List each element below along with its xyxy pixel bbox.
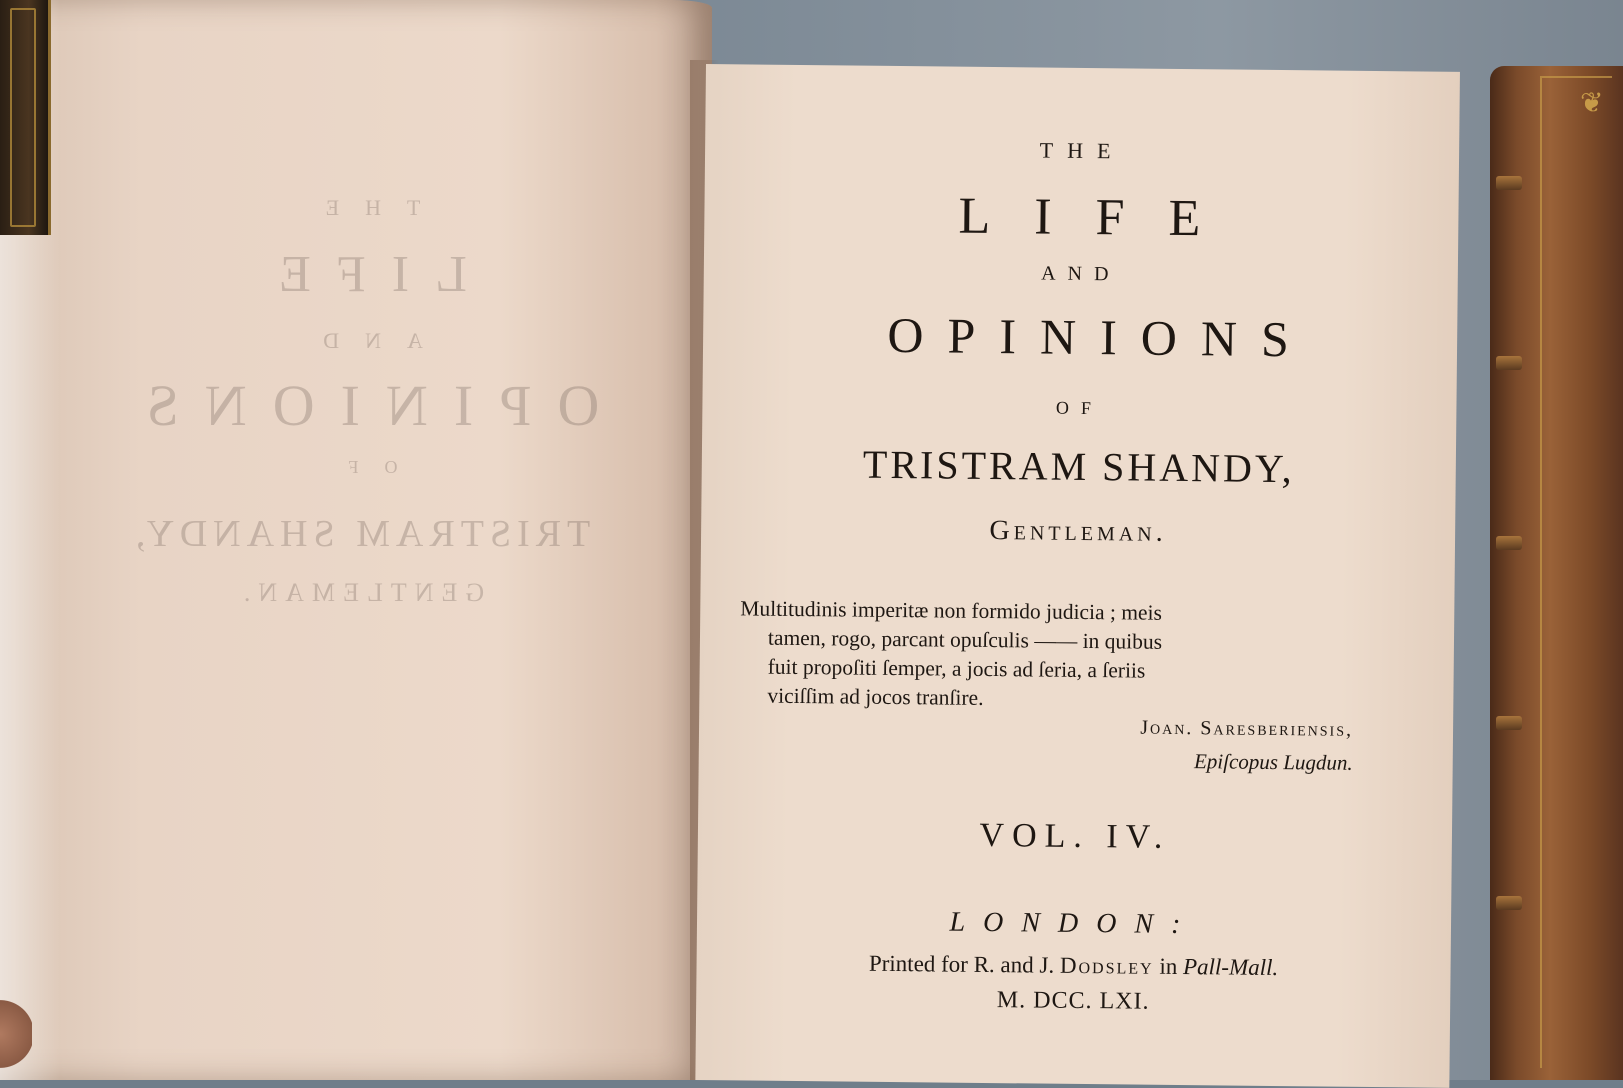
bleed-the: THE (299, 195, 421, 220)
raised-band (1496, 536, 1522, 550)
motto-attribution: Joan. Saresberiensis, (1140, 716, 1354, 741)
raised-band (1496, 356, 1522, 370)
gilt-border (1540, 76, 1612, 1068)
left-book-cover (0, 0, 51, 235)
imprint-printer (696, 949, 1450, 983)
raised-band (1496, 716, 1522, 730)
title-tristram-shandy: TRISTRAM SHANDY, (862, 441, 1295, 492)
motto-line: fuit propoſiti ſemper, a jocis ad ſeria, a ſeriis (767, 654, 1146, 683)
imprint-city: LONDON: (949, 906, 1199, 941)
gilt-tooling (10, 8, 36, 227)
bleed-of: OF (322, 457, 398, 477)
title-the: THE (1039, 137, 1125, 164)
volume-number: VOL. IV. (979, 816, 1171, 856)
bleed-tristram: TRISTRAM SHANDY, (129, 513, 591, 555)
bleed-and: AND (297, 328, 423, 353)
raised-band (1496, 896, 1522, 910)
show-through-text (60, 160, 660, 608)
thumb (0, 988, 32, 1080)
adjacent-book-spine (1490, 66, 1623, 1080)
motto-line: tamen, rogo, parcant opuſculis —— in quibus (767, 625, 1163, 654)
left-page (0, 0, 712, 1080)
latin-motto (739, 594, 1330, 716)
imprint-date: M. DCC. LXI. (996, 987, 1150, 1015)
raised-band (1496, 176, 1522, 190)
title-opinions: OPINIONS (887, 306, 1314, 368)
motto-line: viciſſim ad jocos tranſire. (767, 683, 984, 710)
title-gentleman: Gentleman. (989, 514, 1167, 548)
title-page (695, 64, 1460, 1088)
title-of: OF (1055, 397, 1104, 419)
bleed-opinions: OPINIONS (120, 373, 600, 438)
title-life: LIFE (958, 187, 1245, 248)
motto-attribution-title: Epiſcopus Lugdun. (1193, 749, 1353, 775)
motto-line: Multitudinis imperitæ non formido judicia ; meis (740, 596, 1163, 625)
printer-mid: in (1159, 953, 1178, 979)
bleed-gentleman: GENTLEMAN. (235, 578, 485, 607)
bleed-life: LIFE (253, 246, 467, 303)
printer-name: Dodsley (1059, 952, 1154, 979)
printer-place: Pall-Mall. (1182, 954, 1279, 981)
gilt-ornament-icon: ❦ (1580, 88, 1604, 119)
title-and: AND (1041, 262, 1121, 286)
printer-prefix: Printed for R. and J. (868, 950, 1055, 978)
